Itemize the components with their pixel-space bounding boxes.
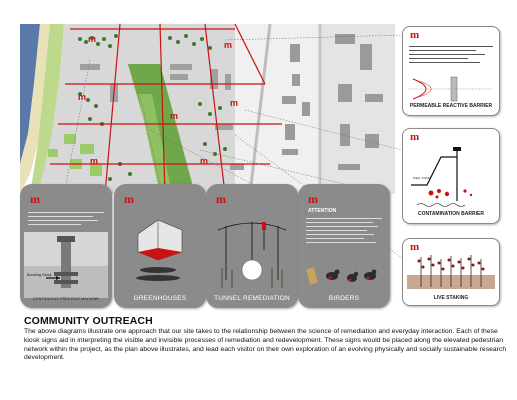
logo-mark: m — [30, 192, 39, 206]
contamination-diagram — [407, 139, 495, 209]
card-caption: CONTAMINATION BARRIER — [418, 211, 484, 217]
kiosk-tunnel-remediation — [206, 184, 298, 308]
logo-mark: m — [410, 131, 419, 143]
kiosk-greenhouses — [114, 184, 206, 308]
svg-text:m: m — [78, 92, 87, 102]
tunnel-drawing — [212, 210, 292, 292]
card-caption: LIVE STAKING — [433, 295, 469, 301]
svg-text:m: m — [224, 40, 233, 50]
svg-text:m: m — [88, 34, 97, 44]
card-caption: PERMEABLE REACTIVE BARRIER — [409, 103, 493, 109]
kiosk-birders — [298, 184, 390, 308]
logo-mark: m — [308, 192, 317, 206]
permeable-barrier-card — [402, 26, 500, 116]
section-body: The above diagrams illustrate one approach that our site takes to the relationship between the science of remediation and everyday interaction. Each of these kiosk signs aid in interpreting the visible and invisible processes of remediation and redevelopment. These signs would be placed along the elevated pedestrian network within the project, as the plan above illustrates, and lead each visitor on their own exploration of an evolving physically and socially sustainable research development. — [24, 328, 507, 362]
bonding-grout-label: Bonding Grout — [27, 273, 52, 277]
svg-text:m: m — [230, 98, 239, 108]
section-title: COMMUNITY OUTREACH — [24, 315, 153, 327]
svg-text:m: m — [200, 156, 209, 166]
kiosk-caption: TUNNEL REMEDIATION — [214, 295, 290, 302]
kiosk-freezing-machine — [20, 184, 112, 308]
svg-text:m: m — [170, 111, 179, 121]
contamination-barrier-card — [402, 128, 500, 224]
kiosk-text-lines — [28, 210, 104, 230]
well-pump-label: WELL PUMP — [413, 176, 431, 180]
kiosk-caption: BIRDERS — [328, 295, 360, 302]
birds-illustration — [306, 258, 382, 290]
kiosk-text-lines — [306, 216, 382, 243]
logo-mark: m — [124, 192, 133, 206]
kiosk-caption: CONTINUOUS FREEZING MACHINE — [32, 297, 100, 301]
svg-text:m: m — [90, 156, 99, 166]
logo-mark: m — [216, 192, 225, 206]
kiosk-caption: GREENHOUSES — [133, 295, 187, 302]
freezing-machine-drawing — [24, 232, 108, 298]
logo-mark: m — [410, 29, 419, 41]
greenhouse-drawing — [124, 212, 196, 284]
attention-heading: ATTENTION — [308, 208, 337, 214]
card-text-lines — [409, 45, 493, 63]
freezing-diagram-panel — [24, 232, 108, 298]
barrier-diagram — [409, 75, 493, 103]
logo-mark: m — [410, 241, 419, 253]
live-staking-card — [402, 238, 500, 306]
live-staking-diagram — [407, 253, 495, 289]
